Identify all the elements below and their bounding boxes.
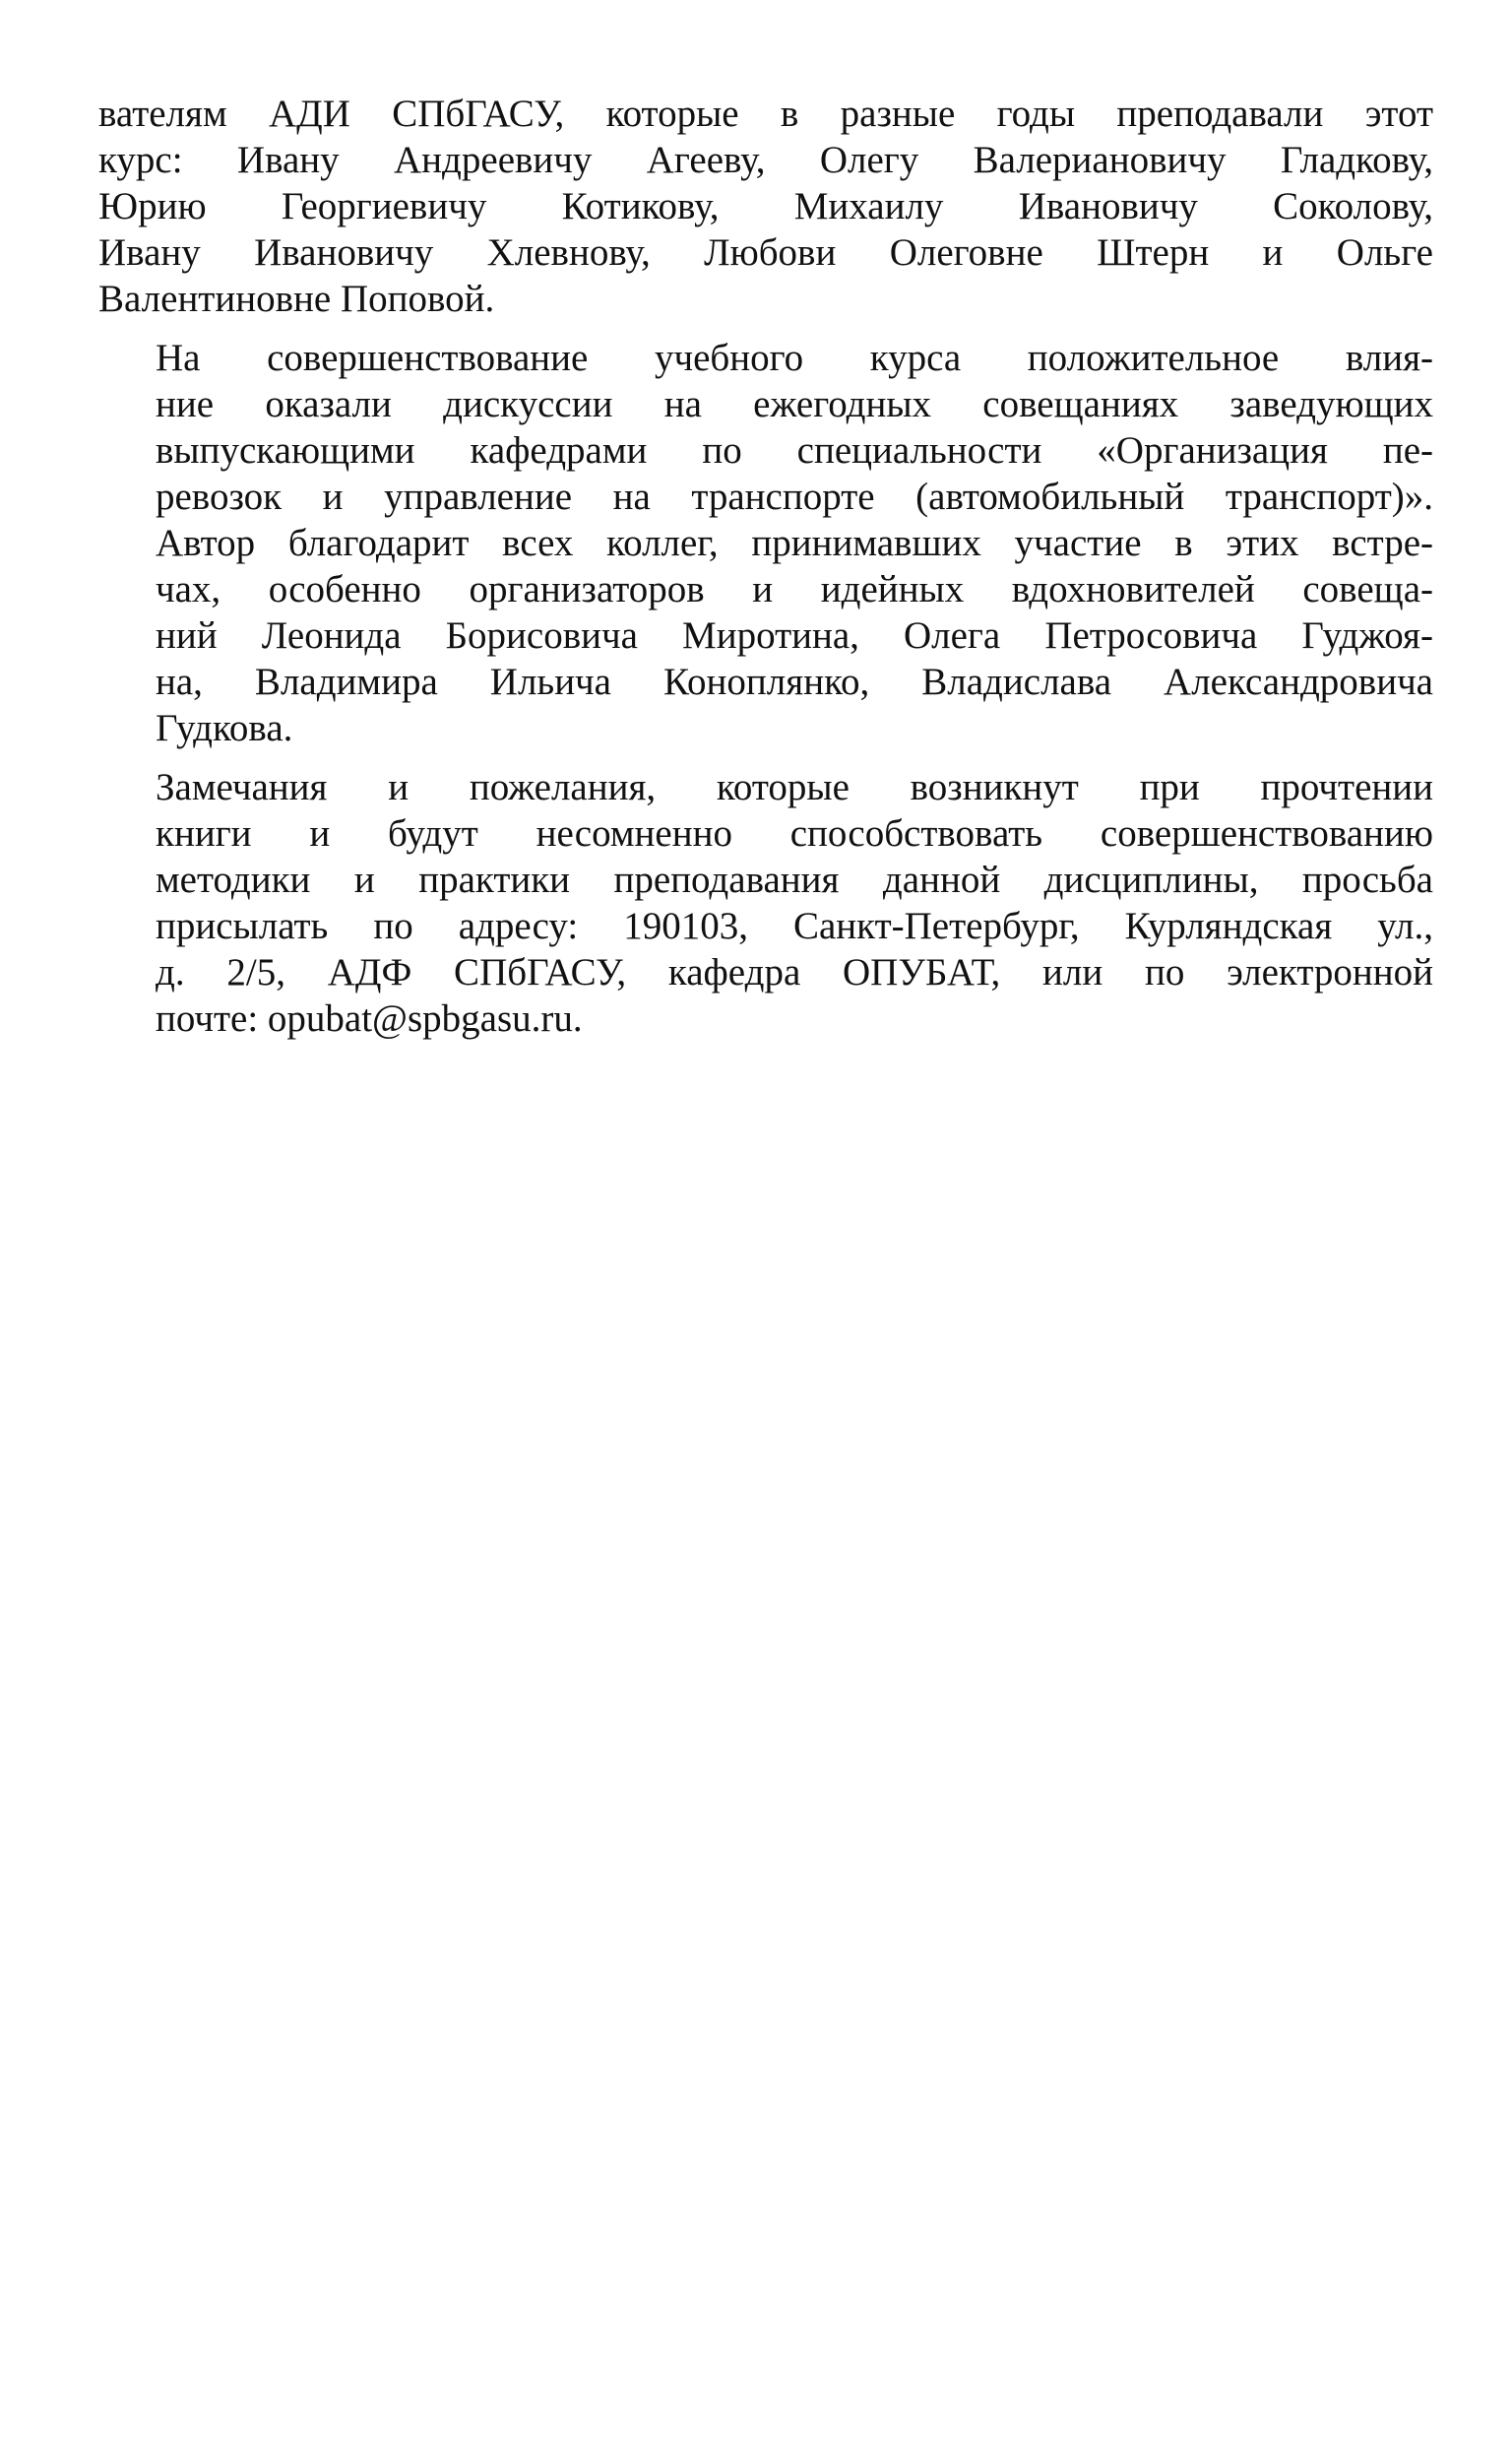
- email-text-line: почте: opubat@spbgasu.ru.: [156, 997, 583, 1040]
- text-line: вателям АДИ СПбГАСУ, которые в разные годы преподавали этот: [98, 93, 1433, 135]
- paragraph-acknowledgement-teachers: [98, 91, 1433, 322]
- text-line: Автор благодарит всех коллег, принимавших участие в этих встре-: [156, 522, 1433, 564]
- text-line: Замечания и пожелания, которые возникнут при прочтении: [156, 766, 1433, 808]
- text-line: ний Леонида Борисовича Миротина, Олега Петросовича Гуджоя-: [156, 614, 1433, 657]
- text-line: методики и практики преподавания данной дисциплины, просьба: [156, 859, 1433, 901]
- text-line: Гудкова.: [156, 707, 293, 749]
- document-page: [98, 91, 1433, 1055]
- text-line: присылать по адресу: 190103, Санкт-Петербург, Курляндская ул.,: [156, 905, 1433, 947]
- text-line: выпускающими кафедрами по специальности «Организация пе-: [156, 429, 1433, 472]
- text-line: чах, особенно организаторов и идейных вдохновителей совеща-: [156, 568, 1433, 610]
- text-line: Ивану Ивановичу Хлевнову, Любови Олеговне Штерн и Ольге: [98, 231, 1433, 274]
- text-line: книги и будут несомненно способствовать совершенствованию: [156, 812, 1433, 855]
- text-line: ревозок и управление на транспорте (автомобильный транспорт)».: [156, 476, 1433, 518]
- text-line: Валентиновне Поповой.: [98, 278, 495, 320]
- text-line: ние оказали дискуссии на ежегодных совещаниях заведующих: [156, 383, 1433, 425]
- text-line: на, Владимира Ильича Коноплянко, Владислава Александровича: [156, 661, 1433, 703]
- paragraph-acknowledgement-colleagues: [98, 335, 1433, 751]
- text-line: Юрию Георгиевичу Котикову, Михаилу Ивановичу Соколову,: [98, 185, 1433, 227]
- text-line: курс: Ивану Андреевичу Агееву, Олегу Валериановичу Гладкову,: [98, 139, 1433, 181]
- text-line: На совершенствование учебного курса положительное влия-: [156, 337, 1433, 379]
- paragraph-feedback-contact: [98, 764, 1433, 1042]
- text-line: д. 2/5, АДФ СПбГАСУ, кафедра ОПУБАТ, или по электронной: [156, 951, 1433, 994]
